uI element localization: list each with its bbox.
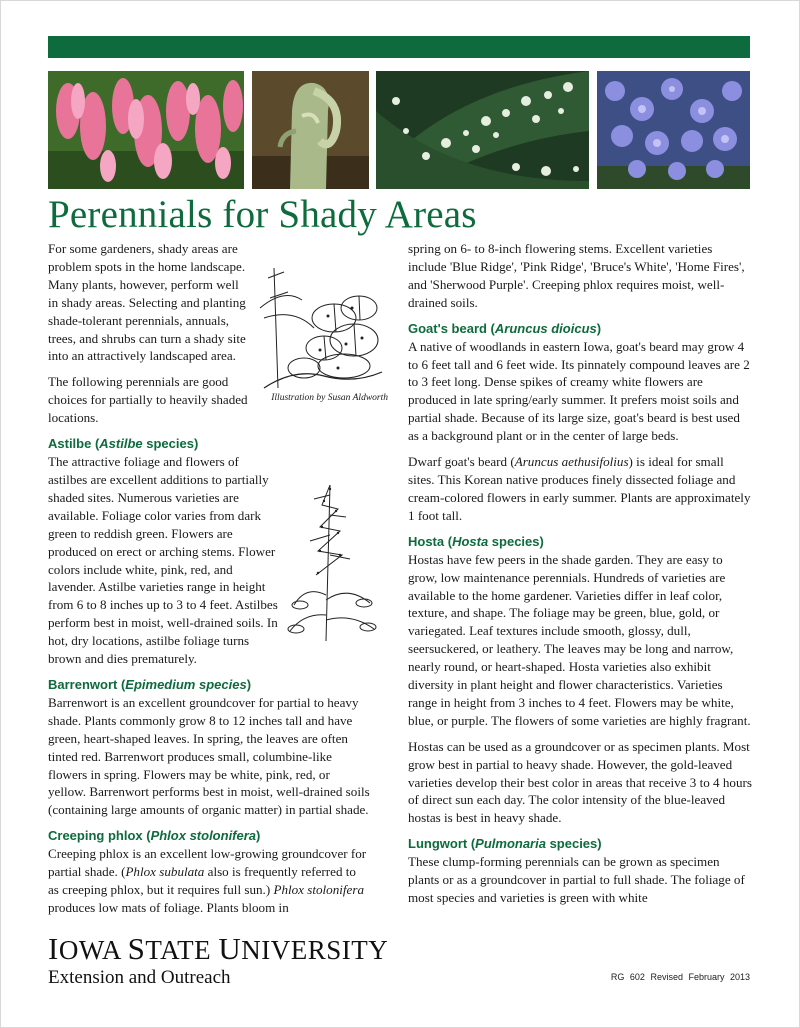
phlox-heading: Creeping phlox (Phlox stolonifera) <box>48 828 261 844</box>
astilbe-photo <box>48 71 244 189</box>
photo-strip <box>48 71 750 189</box>
astilbe-heading: Astilbe (Astilbe species) <box>48 436 199 452</box>
barrenwort-body: Barrenwort is an excellent groundcover for partial to heavy shade. Plants commonly grow 8 to 12 inches tall and have green, heart-shaped leaves. In spring, the leaves are often tinted red. Barrenwort produces small, columbine-like flowers in spring. Flowers may be white, pink, red, or yellow. Barrenwort performs best in moist, well-drained soils (containing large amounts of organic matter) in partial shade. <box>48 694 370 818</box>
header-bar <box>48 36 750 58</box>
hosta-body-2: Hostas can be used as a groundcover or as specimen plants. Most grow best in partial to heavy shade. However, the gold-leaved varieties develop their best color in areas that receive 3 to 4 hours of direct sun each day. The color intensity of the blue-leaved hostas is best in heavy shade. <box>408 738 752 826</box>
barrenwort-heading: Barrenwort (Epimedium species) <box>48 676 252 692</box>
hosta-heading: Hosta (Hosta species) <box>408 533 544 549</box>
illustration-credit: Illustration by Susan Aldworth <box>271 393 388 404</box>
goats-beard-body-2: Dwarf goat's beard (Aruncus aethusifolius) is ideal for small sites. This Korean native produces finely dissected foliage and cream-colored flowers in early summer. Plants are approximately 1 foot tall. <box>408 454 751 523</box>
university-name: IOWA STATE UNIVERSITY <box>48 931 389 966</box>
isu-logo <box>48 931 389 989</box>
page-title: Perennials for Shady Areas <box>48 193 477 236</box>
left-column <box>48 240 388 925</box>
right-column <box>408 240 752 915</box>
shade-garden-illustration <box>254 248 388 408</box>
intro-paragraph-2: The following perennials are good choices for partially to heavily shaded locations. <box>48 374 248 426</box>
astilbe-body: The attractive foliage and flowers of astilbes are excellent additions to partially shaded sites. Numerous varieties are available. Foliage color varies from dark green to reddish green. Flowers are produced on erect or arching stems. Flower colors include white, pink, red, and lavender. Astilbe varieties range in height from 6 to 8 inches up to 3 to 4 feet. Astilbes perform best in moist, well-drained soils. In hot, dry locations, astilbe foliage turns brown and dies prematurely. <box>48 454 278 667</box>
lungwort-heading: Lungwort (Pulmonaria species) <box>408 836 602 852</box>
hosta-body: Hostas have few peers in the shade garden. They are easy to grow, low maintenance perennials. Hundreds of varieties are available to the home gardener. Varieties differ in leaf color, texture, and shape. The foliage may be green, blue, gold, or variegated. Leaf textures include smooth, glossy, dull, seersuckered, or leathery. The leaves may be long and narrow, nearly round, or heart-shaped. Hosta varieties also exhibit diversity in plant height and flower characteristics. Varieties range in height from 3 inches to 4 feet. Flowers may be white, blue, or purple. The flowers of some varieties are highly fragrant. <box>408 551 751 728</box>
goats-beard-heading: Goat's beard (Aruncus dioicus) <box>408 320 602 336</box>
publication-info: RG 602 Revised February 2013 <box>610 972 750 982</box>
astilbe-illustration <box>286 465 378 643</box>
fern-photo <box>252 71 369 189</box>
lungwort-photo <box>376 71 589 189</box>
goats-beard-body: A native of woodlands in eastern Iowa, goat's beard may grow 4 to 6 feet tall and 6 feet wide. Its pinnately compound leaves are 2 to 3 feet long. Dense spikes of creamy white flowers are produced in late spring/early summer. It prefers moist soils and partial shade. Because of its large size, goat's beard is best used as a background plant or in the center of large beds. <box>408 338 750 444</box>
phlox-body-continued: spring on 6- to 8-inch flowering stems. Excellent varieties include 'Blue Ridge', 'Pink Ridge', 'Bruce's White', 'Home Fires', and 'Sherwood Purple'. Creeping phlox requires moist, well-drained soils. <box>408 241 745 310</box>
phlox-body: Creeping phlox is an excellent low-growing groundcover for partial shade. (Phlox subulata also is frequently referred to as creeping phlox, but it requires full sun.) Phlox stolonifera produces low mats of foliage. Plants bloom in <box>48 846 367 915</box>
extension-name: Extension and Outreach <box>48 967 231 988</box>
intro-paragraph: For some gardeners, shady areas are problem spots in the home landscape. Many plants, however, perform well in shady areas. Selecting and planting shade-tolerant perennials, annuals, trees, and shrubs can turn a shady site into an attractively landscaped area. <box>48 241 246 364</box>
phlox-photo <box>597 71 750 189</box>
lungwort-body: These clump-forming perennials can be grown as specimen plants or as a groundcover in partial to full shade. The foliage of most species and varieties is green with white <box>408 854 745 906</box>
